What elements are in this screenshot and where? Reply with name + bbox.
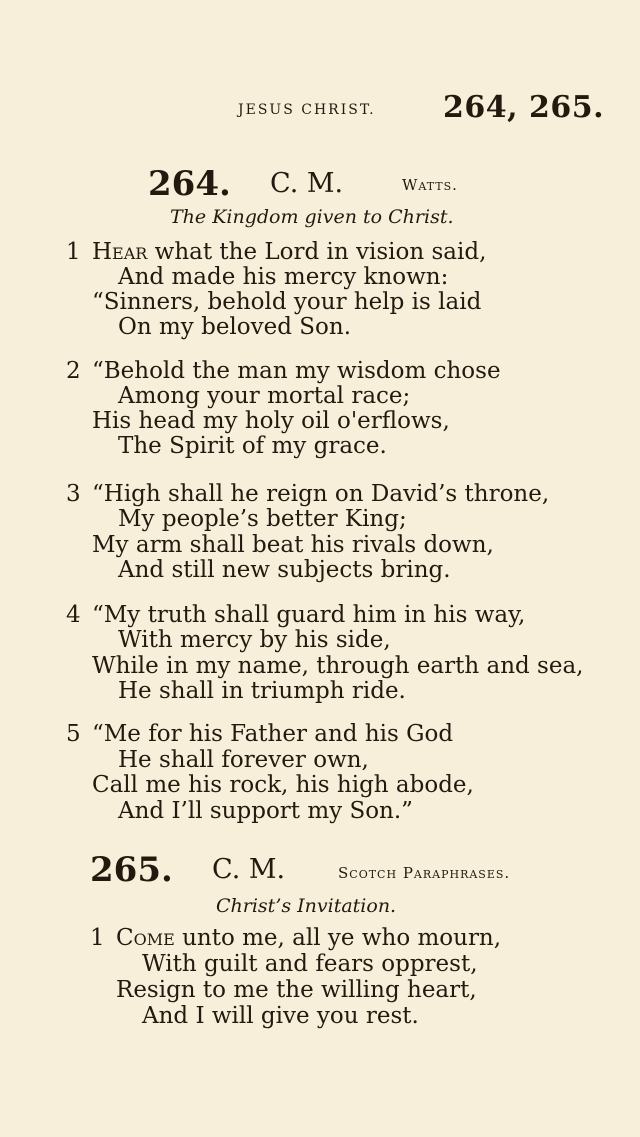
stanza-line: While in my name, through earth and sea, (92, 653, 584, 679)
running-title: JESUS CHRIST. (238, 102, 376, 118)
stanza-line: “Sinners, behold your help is laid (92, 289, 482, 315)
hymn-265-author: Scotch Paraphrases. (338, 864, 511, 882)
stanza-line: And I’ll support my Son.” (118, 798, 413, 824)
first-word: Come (116, 925, 175, 951)
hymn-265-number: 265. (90, 850, 173, 890)
stanza-line: He shall forever own, (118, 747, 369, 773)
verse-number: 1 (66, 239, 81, 265)
stanza-line: With guilt and fears opprest, (142, 951, 478, 977)
stanza-line: The Spirit of my grace. (118, 433, 387, 459)
stanza-line: Resign to me the willing heart, (116, 977, 477, 1003)
stanza-line: On my beloved Son. (118, 314, 351, 340)
stanza-line: And still new subjects bring. (118, 557, 451, 583)
verse-number: 4 (66, 602, 81, 628)
verse-number: 2 (66, 358, 81, 384)
stanza-line: 3 “High shall he reign on David’s throne, (66, 481, 550, 507)
stanza-line: 5 “Me for his Father and his God (66, 721, 454, 747)
verse-number: 3 (66, 481, 81, 507)
stanza-line: 1 Come unto me, all ye who mourn, (90, 925, 502, 951)
hymn-264-author: Watts. (402, 176, 458, 194)
stanza-line: 4 “My truth shall guard him in his way, (66, 602, 526, 628)
stanza-line: 1 Hear what the Lord in vision said, (66, 239, 487, 265)
first-word: Hear (92, 239, 148, 265)
hymn-265-title: Christ’s Invitation. (216, 895, 397, 917)
stanza-line: Among your mortal race; (118, 383, 411, 409)
stanza-line: My people’s better King; (118, 506, 407, 532)
hymn-264-meter: C. M. (270, 168, 344, 199)
stanza-line: 2 “Behold the man my wisdom chose (66, 358, 501, 384)
stanza-line: And made his mercy known: (118, 264, 449, 290)
hymn-265-meter: C. M. (212, 854, 286, 885)
stanza-line: He shall in triumph ride. (118, 678, 406, 704)
page-number: 264, 265. (443, 90, 605, 125)
stanza-line: And I will give you rest. (142, 1003, 419, 1029)
verse-number: 5 (66, 721, 81, 747)
hymn-264-title: The Kingdom given to Christ. (170, 206, 454, 228)
stanza-line: With mercy by his side, (118, 627, 391, 653)
stanza-line: My arm shall beat his rivals down, (92, 532, 494, 558)
stanza-line: Call me his rock, his high abode, (92, 772, 474, 798)
verse-number: 1 (90, 925, 105, 951)
hymn-264-number: 264. (148, 164, 231, 204)
stanza-line: His head my holy oil o'erflows, (92, 408, 450, 434)
